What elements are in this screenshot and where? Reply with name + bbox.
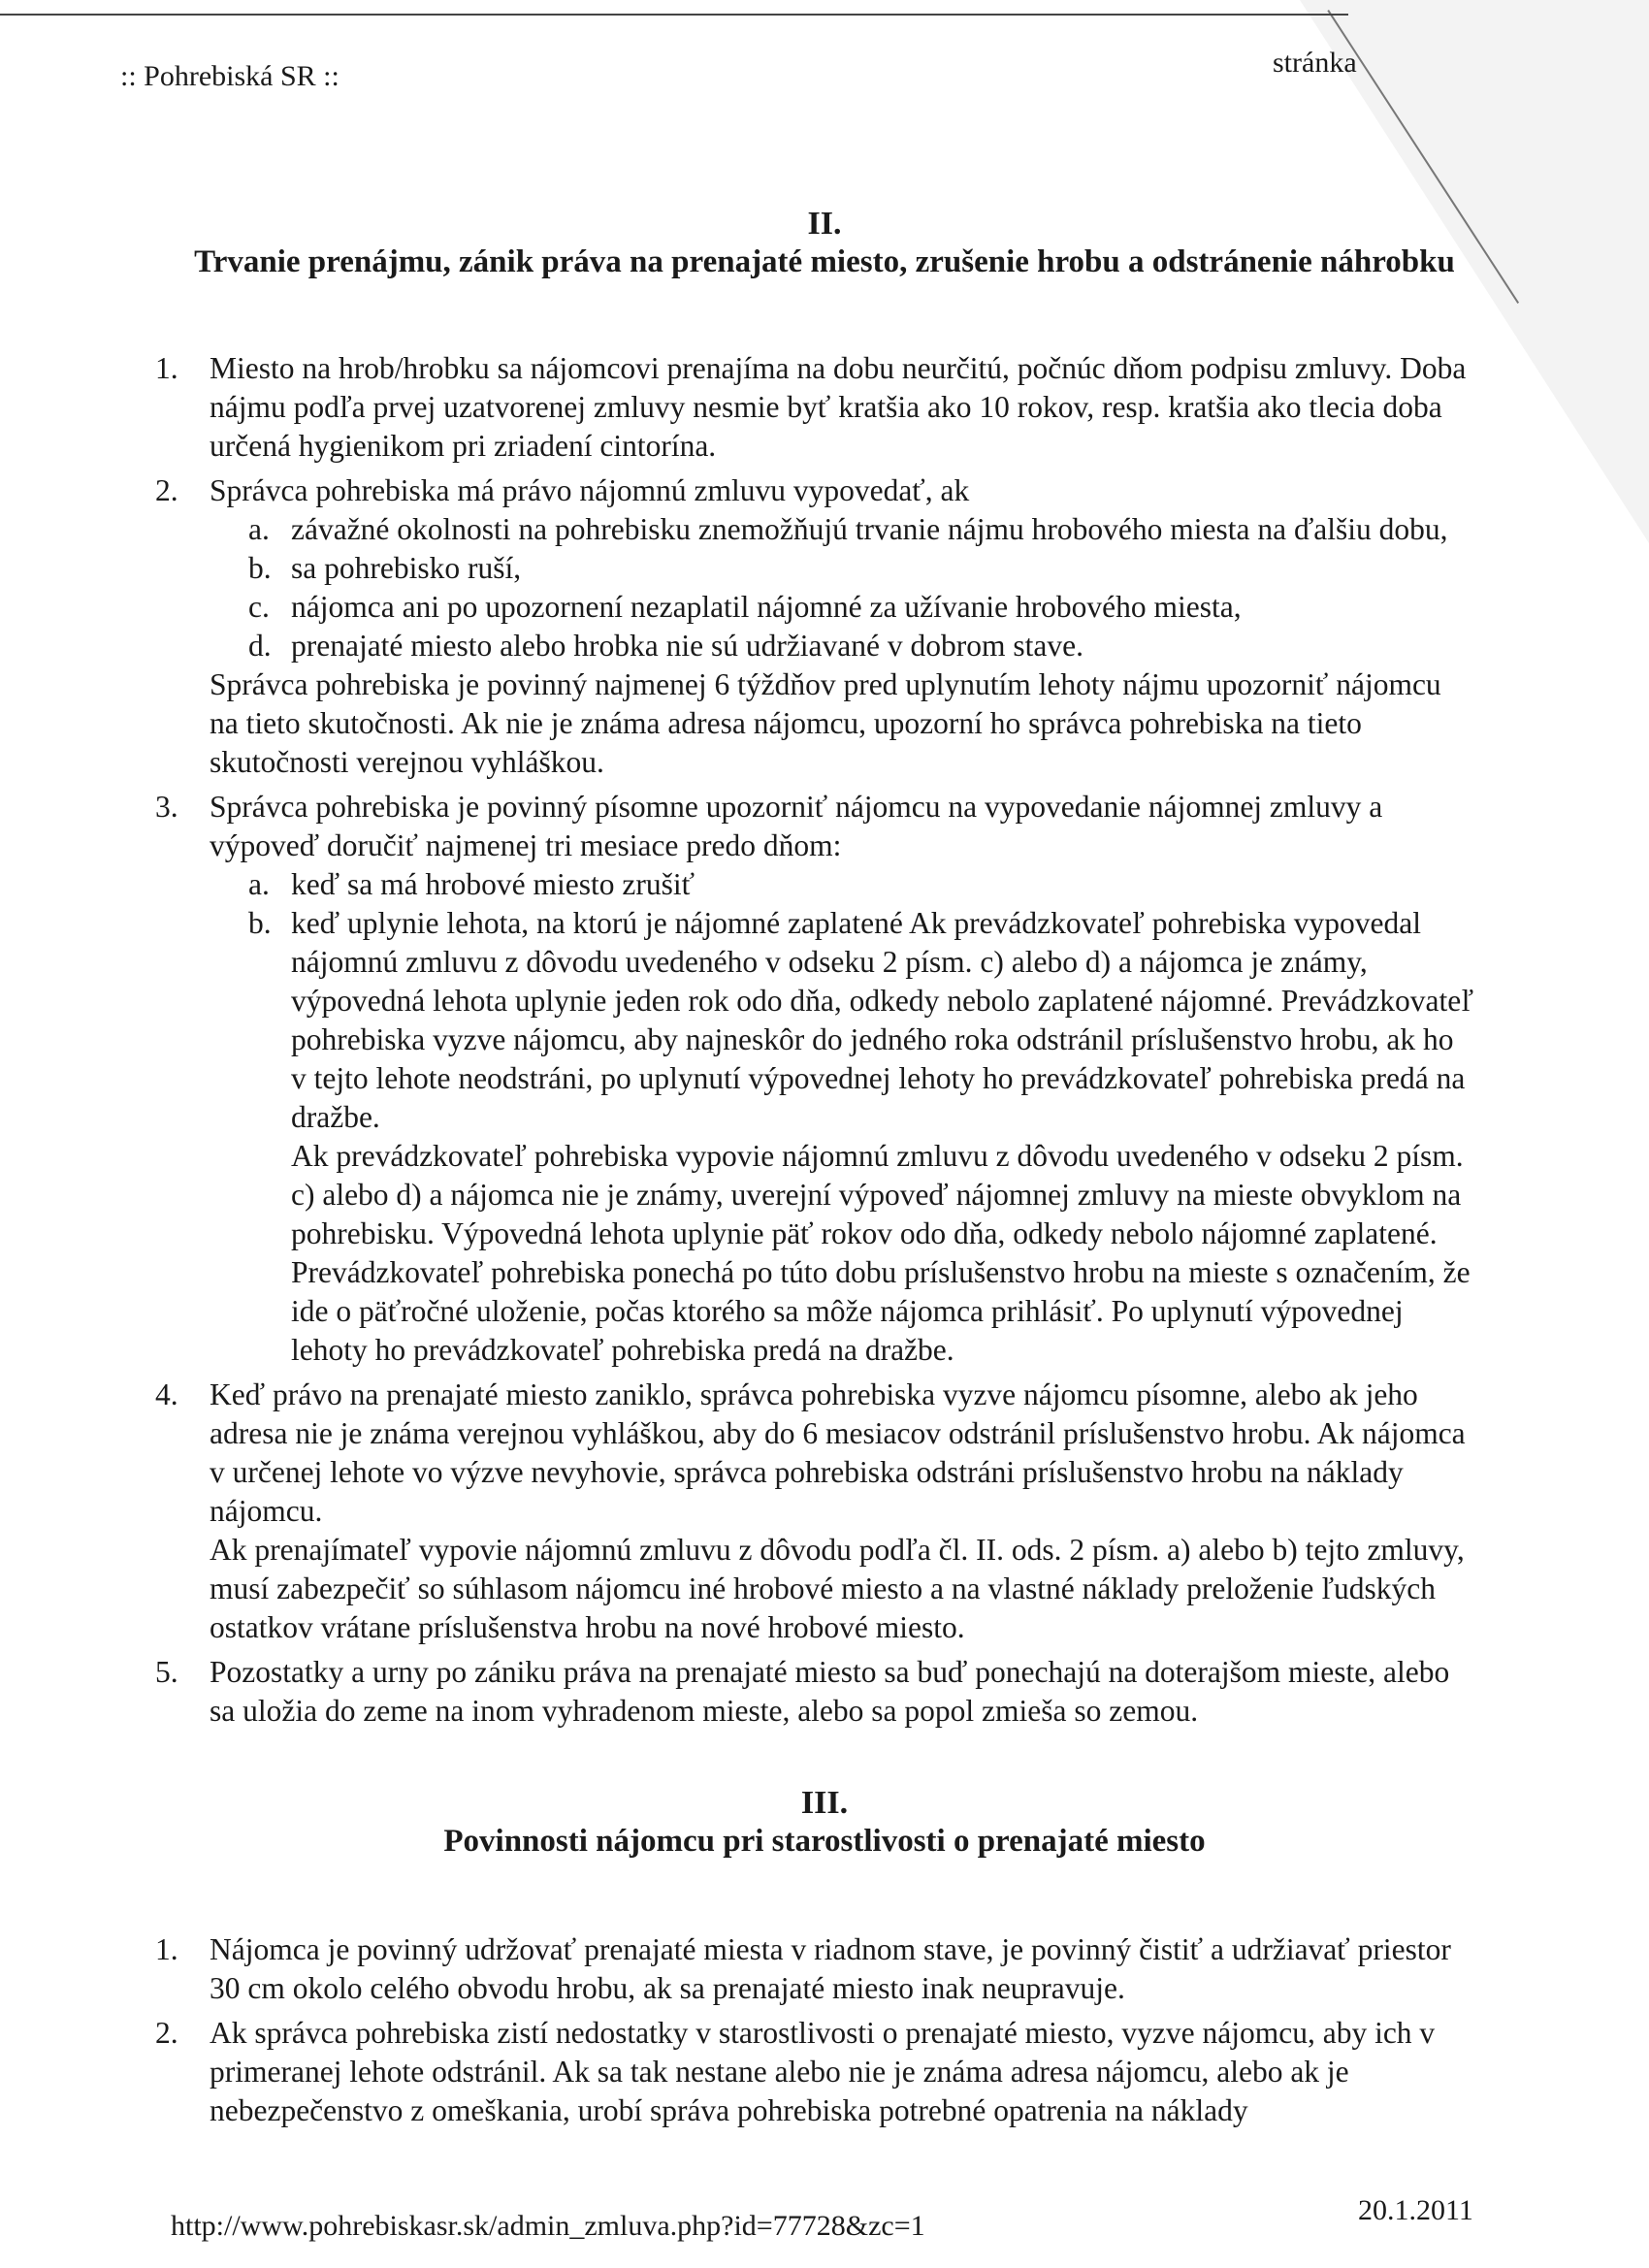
item-text: Keď právo na prenajaté miesto zaniklo, správca pohrebiska vyzve nájomcu písomne, alebo ak jeho adresa nie je známa verejnou vyhláškou, aby do 6 mesiacov odstránil príslušenstvo hrobu. Ak nájomca v určenej lehote vo výzve nevyhovie, správca pohrebiska odstráni príslušenstvo hrobu na náklady nájomcu.: [210, 1377, 1466, 1528]
list-item: [155, 788, 1474, 1370]
list-item: [155, 1376, 1474, 1647]
section-2-number: II.: [807, 206, 842, 242]
list-item: [155, 2014, 1474, 2130]
item-text: Ak správca pohrebiska zistí nedostatky v starostlivosti o prenajaté miesto, vyzve nájomcu, aby ich v primeranej lehote odstránil. Ak sa tak nestane alebo nie je známa adresa nájomcu, alebo ak je nebezpečenstvo z omeškania, urobí správa pohrebiska potrebné opatrenia na náklady: [210, 2016, 1436, 2127]
section-2-title: Trvanie prenájmu, zánik práva na prenajaté miesto, zrušenie hrobu a odstránenie náhrobku: [194, 244, 1455, 279]
sub-item-text: závažné okolnosti na pohrebisku znemožňujú trvanie nájmu hrobového miesta na ďalšiu dobu,: [291, 512, 1448, 546]
sub-item-letter: a.: [248, 867, 270, 901]
item-text: Miesto na hrob/hrobku sa nájomcovi prenajíma na dobu neurčitú, počnúc dňom podpisu zmluvy. Doba nájmu podľa prvej uzatvorenej zmluvy nesmie byť kratšia ako 10 rokov, resp. kratšia ako tlecia doba určená hygienikom pri zriadení cintorína.: [210, 351, 1467, 463]
item-number: 3.: [155, 790, 178, 824]
sub-item: [248, 865, 1474, 904]
item-followup-text: Správca pohrebiska je povinný najmenej 6 týždňov pred uplynutím lehoty nájmu upozorniť nájomcu na tieto skutočnosti. Ak nie je známa adresa nájomcu, upozorní ho správca pohrebiska na tieto skutočnosti verejnou vyhláškou.: [210, 667, 1441, 779]
list-item: [155, 471, 1474, 782]
section-3-title: Povinnosti nájomcu pri starostlivosti o prenajaté miesto: [443, 1824, 1206, 1859]
sub-item: [248, 549, 1474, 588]
sub-item-text: nájomca ani po upozornení nezaplatil nájomné za užívanie hrobového miesta,: [291, 590, 1242, 624]
sub-item: [248, 904, 1474, 1370]
item-number: 1.: [155, 351, 178, 385]
section-3-number: III.: [800, 1785, 849, 1821]
sub-item-letter: b.: [248, 551, 272, 585]
section-3-body: [155, 1930, 1474, 2136]
site-title: :: Pohrebiská SR ::: [120, 60, 340, 92]
sub-item-text: keď sa má hrobové miesto zrušiť: [291, 867, 695, 901]
item-number: 5.: [155, 1655, 178, 1689]
item-number: 1.: [155, 1932, 178, 1966]
footer-date: 20.1.2011: [1358, 2194, 1473, 2226]
item-text: Správca pohrebiska má právo nájomnú zmluvu vypovedať, ak: [210, 473, 970, 507]
footer-url: http://www.pohrebiskasr.sk/admin_zmluva.php?id=77728&zc=1: [171, 2210, 925, 2242]
item-text: Pozostatky a urny po zániku práva na prenajaté miesto sa buď ponechajú na doterajšom mieste, alebo sa uložia do zeme na inom vyhradenom mieste, alebo sa popol zmieša so zemou.: [210, 1655, 1450, 1728]
sub-item-text: keď uplynie lehota, na ktorú je nájomné zaplatené Ak prevádzkovateľ pohrebiska vypovedal nájomnú zmluvu z dôvodu uvedeného v odseku 2 písm. c) alebo d) a nájomca je známy, výpovedná lehota uplynie jeden rok odo dňa, odkedy nebolo zaplatené nájomné. Prevádzkovateľ pohrebiska vyzve nájomcu, aby najneskôr do jedného roka odstránil príslušenstvo hrobu, ak ho v tejto lehote neodstráni, po uplynutí výpovednej lehoty ho prevádzkovateľ pohrebiska predá na dražbe.: [291, 906, 1474, 1134]
sub-item-letter: a.: [248, 512, 270, 546]
sub-item: [248, 627, 1474, 665]
page-label: stránka: [1273, 47, 1357, 79]
item-followup-text: Ak prenajímateľ vypovie nájomnú zmluvu z dôvodu podľa čl. II. ods. 2 písm. a) alebo b) tejto zmluvy, musí zabezpečiť so súhlasom nájomcu iné hrobové miesto a na vlastné náklady preloženie ľudských ostatkov vrátane príslušenstva hrobu na nové hrobové miesto.: [210, 1533, 1465, 1644]
list-item: [155, 349, 1474, 466]
list-item: [155, 1930, 1474, 2008]
item-number: 2.: [155, 473, 178, 507]
list-item: [155, 1653, 1474, 1731]
top-edge-line: [0, 14, 1348, 16]
sub-item-letter: c.: [248, 590, 270, 624]
item-text: Správca pohrebiska je povinný písomne upozorniť nájomcu na vypovedanie nájomnej zmluvy a výpoveď doručiť najmenej tri mesiace predo dňom:: [210, 790, 1383, 862]
sub-item-text: sa pohrebisko ruší,: [291, 551, 522, 585]
item-number: 4.: [155, 1377, 178, 1411]
sub-item: [248, 510, 1474, 549]
section-2-body: [155, 349, 1474, 1736]
sub-item-followup-text: Ak prevádzkovateľ pohrebiska vypovie nájomnú zmluvu z dôvodu uvedeného v odseku 2 písm. c) alebo d) a nájomca nie je známy, uverejní výpoveď nájomnej zmluvy na mieste obvyklom na pohrebisku. Výpovedná lehota uplynie päť rokov odo dňa, odkedy nebolo nájomné zaplatené. Prevádzkovateľ pohrebiska ponechá po túto dobu príslušenstvo hrobu na mieste s označením, že ide o päťročné uloženie, počas ktorého sa môže nájomca prihlásiť. Po uplynutí výpovednej lehoty ho prevádzkovateľ pohrebiska predá na dražbe.: [291, 1139, 1471, 1367]
sub-item-letter: b.: [248, 906, 272, 940]
sub-item-text: prenajaté miesto alebo hrobka nie sú udržiavané v dobrom stave.: [291, 629, 1083, 663]
sub-item: [248, 588, 1474, 627]
item-number: 2.: [155, 2016, 178, 2050]
item-text: Nájomca je povinný udržovať prenajaté miesta v riadnom stave, je povinný čistiť a udržiavať priestor 30 cm okolo celého obvodu hrobu, ak sa prenajaté miesto inak neupravuje.: [210, 1932, 1451, 2005]
sub-item-letter: d.: [248, 629, 272, 663]
